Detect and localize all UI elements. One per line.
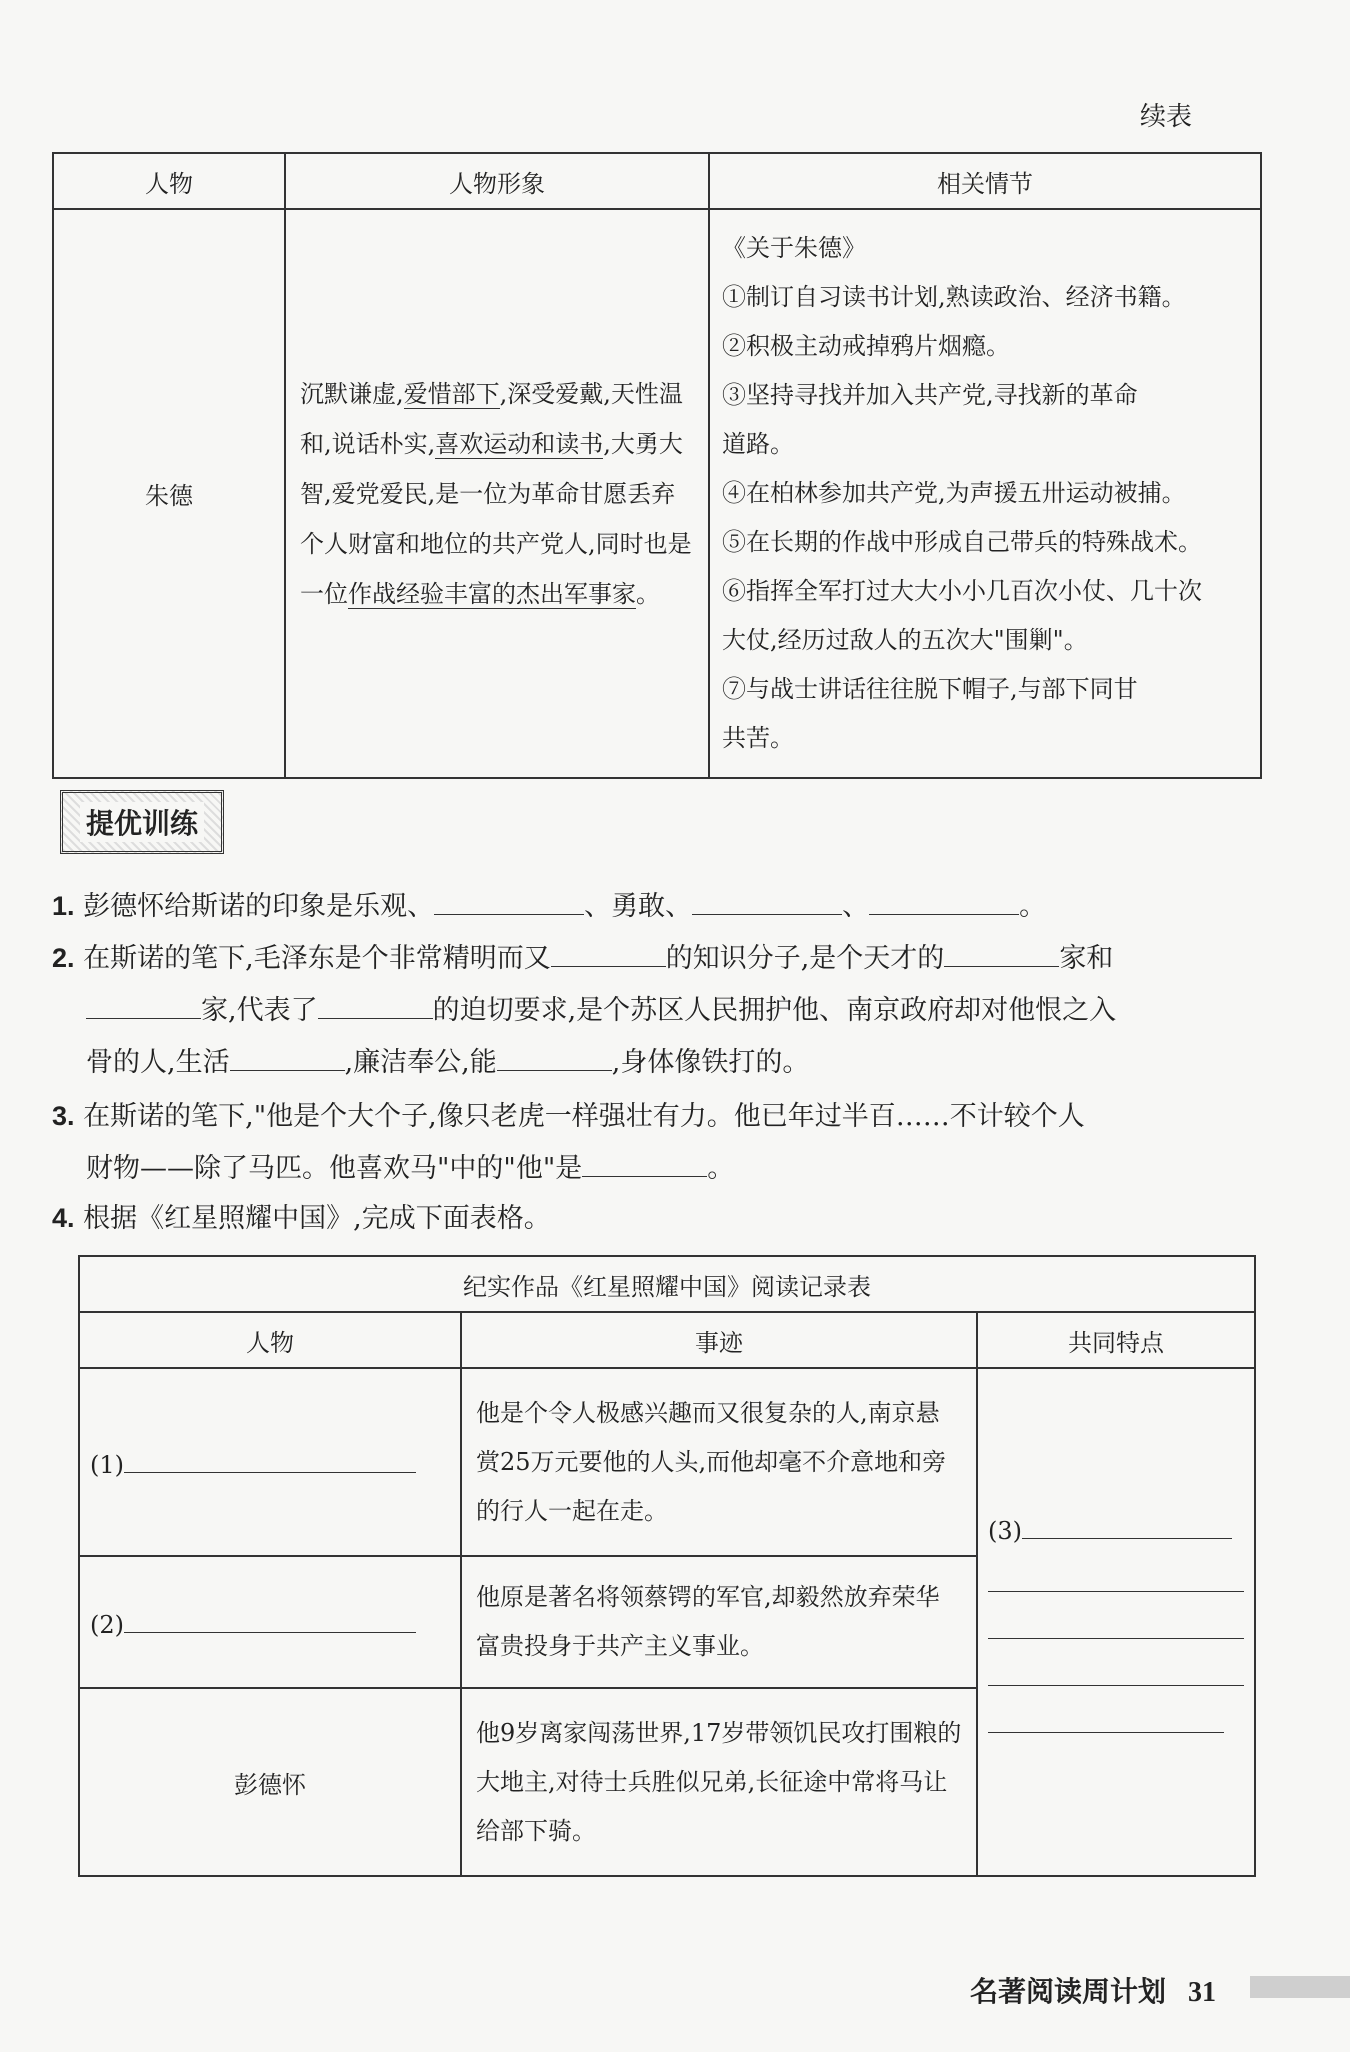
character-description bbox=[285, 209, 709, 778]
desc-part: ,大勇大智,爱党爱民,是一位为革命甘愿丢弃个人财富和地位的共产党人,同时也是一位 bbox=[300, 429, 692, 608]
desc-part-underlined: 喜欢运动和读书 bbox=[435, 429, 604, 458]
answer-line[interactable] bbox=[988, 1545, 1244, 1592]
answer-blank[interactable] bbox=[434, 888, 584, 915]
question-text: 在斯诺的笔下,毛泽东是个非常精明而又 bbox=[83, 943, 551, 974]
header-deeds: 事迹 bbox=[461, 1312, 977, 1368]
question-text: ,身体像铁打的。 bbox=[611, 1047, 810, 1078]
header-common: 共同特点 bbox=[977, 1312, 1255, 1368]
question-number: 1. bbox=[52, 891, 75, 921]
table-caption: 纪实作品《红星照耀中国》阅读记录表 bbox=[79, 1256, 1255, 1312]
question-number: 3. bbox=[52, 1101, 75, 1131]
page-number: 31 bbox=[1188, 1977, 1217, 2008]
plot-line: 共苦。 bbox=[722, 724, 794, 752]
question-2 bbox=[52, 932, 1267, 1089]
header-character: 人物 bbox=[53, 153, 285, 209]
common-cell bbox=[977, 1368, 1255, 1876]
common-label: (3) bbox=[988, 1516, 1022, 1545]
desc-part: ,深受爱戴,天性温和,说话朴实, bbox=[300, 379, 683, 458]
question-text: 彭德怀给斯诺的印象是乐观、 bbox=[83, 891, 435, 922]
deed-cell: 他原是著名将领蔡锷的军官,却毅然放弃荣华富贵投身于共产主义事业。 bbox=[461, 1556, 977, 1688]
plot-line: 道路。 bbox=[722, 430, 794, 458]
plot-line: 大仗,经历过敌人的五次大"围剿"。 bbox=[722, 626, 1088, 654]
continuation-label: 续表 bbox=[1140, 102, 1193, 132]
question-text: 的迫切要求,是个苏区人民拥护他、南京政府却对他恨之入 bbox=[432, 995, 1117, 1026]
answer-blank[interactable] bbox=[582, 1150, 707, 1177]
question-text: 家,代表了 bbox=[201, 995, 318, 1026]
header-image: 人物形象 bbox=[285, 153, 709, 209]
answer-blank[interactable] bbox=[692, 888, 842, 915]
question-text: ,廉洁奉公,能 bbox=[344, 1047, 497, 1078]
answer-blank[interactable] bbox=[497, 1044, 612, 1071]
plot-line: ③坚持寻找并加入共产党,寻找新的革命 bbox=[722, 381, 1138, 409]
plot-line: ⑥指挥全军打过大大小小几百次小仗、几十次 bbox=[722, 577, 1202, 605]
plot-line: ②积极主动戒掉鸦片烟瘾。 bbox=[722, 332, 1010, 360]
answer-blank[interactable] bbox=[869, 888, 1019, 915]
footer-decoration bbox=[1250, 1976, 1350, 1998]
section-title: 提优训练 bbox=[80, 802, 204, 842]
question-number: 4. bbox=[52, 1203, 75, 1233]
answer-line[interactable] bbox=[988, 1686, 1224, 1733]
plot-line: ①制订自习读书计划,熟读政治、经济书籍。 bbox=[722, 283, 1186, 311]
desc-part-underlined: 爱惜部下 bbox=[403, 379, 500, 408]
reading-record-table bbox=[78, 1255, 1256, 1877]
answer-blank[interactable] bbox=[551, 940, 666, 967]
person-label: (2) bbox=[90, 1610, 124, 1639]
answer-line[interactable] bbox=[988, 1639, 1244, 1686]
plot-list bbox=[709, 209, 1261, 778]
character-name: 朱德 bbox=[53, 209, 285, 778]
question-text: 财物——除了马匹。他喜欢马"中的"他"是 bbox=[86, 1153, 583, 1184]
question-text: 的知识分子,是个天才的 bbox=[665, 943, 945, 974]
deed-cell: 他9岁离家闯荡世界,17岁带领饥民攻打围粮的大地主,对待士兵胜似兄弟,长征途中常将马让给部下骑。 bbox=[461, 1688, 977, 1876]
header-person: 人物 bbox=[79, 1312, 461, 1368]
question-text: 。 bbox=[707, 1153, 735, 1184]
person-cell bbox=[79, 1556, 461, 1688]
footer bbox=[970, 1970, 1216, 2010]
desc-part: 。 bbox=[636, 579, 660, 608]
plot-line: 《关于朱德》 bbox=[722, 234, 866, 262]
deed-cell: 他是个令人极感兴趣而又很复杂的人,南京悬赏25万元要他的人头,而他却毫不介意地和旁的行人一起在走。 bbox=[461, 1368, 977, 1556]
answer-blank[interactable] bbox=[944, 940, 1059, 967]
question-4 bbox=[52, 1192, 1267, 1245]
character-table bbox=[52, 152, 1262, 779]
answer-blank[interactable] bbox=[230, 1044, 345, 1071]
answer-blank[interactable] bbox=[1022, 1512, 1232, 1539]
question-text: 、勇敢、 bbox=[584, 891, 693, 922]
plot-line: ⑦与战士讲话往往脱下帽子,与部下同甘 bbox=[722, 675, 1138, 703]
question-text: 根据《红星照耀中国》,完成下面表格。 bbox=[83, 1203, 551, 1234]
desc-part: 沉默谦虚, bbox=[300, 379, 404, 408]
question-text: 家和 bbox=[1059, 943, 1114, 974]
desc-part-underlined: 作战经验丰富的杰出军事家 bbox=[348, 579, 636, 608]
plot-line: ⑤在长期的作战中形成自己带兵的特殊战术。 bbox=[722, 528, 1202, 556]
question-1 bbox=[52, 880, 1267, 933]
question-text: 在斯诺的笔下,"他是个大个子,像只老虎一样强壮有力。他已年过半百……不计较个人 bbox=[83, 1101, 1085, 1132]
answer-blank[interactable] bbox=[124, 1606, 416, 1633]
question-number: 2. bbox=[52, 943, 75, 973]
question-text: 。 bbox=[1019, 891, 1047, 922]
question-text: 、 bbox=[842, 891, 870, 922]
plot-line: ④在柏林参加共产党,为声援五卅运动被捕。 bbox=[722, 479, 1186, 507]
answer-blank[interactable] bbox=[124, 1446, 416, 1473]
header-plot: 相关情节 bbox=[709, 153, 1261, 209]
answer-line[interactable] bbox=[988, 1592, 1244, 1639]
book-title: 名著阅读周计划 bbox=[970, 1975, 1167, 2008]
person-cell bbox=[79, 1368, 461, 1556]
person-cell: 彭德怀 bbox=[79, 1688, 461, 1876]
section-title-badge bbox=[60, 790, 224, 854]
answer-blank[interactable] bbox=[318, 992, 433, 1019]
answer-blank[interactable] bbox=[86, 992, 201, 1019]
question-text: 骨的人,生活 bbox=[86, 1047, 230, 1078]
person-label: (1) bbox=[90, 1450, 124, 1479]
question-3 bbox=[52, 1090, 1267, 1195]
